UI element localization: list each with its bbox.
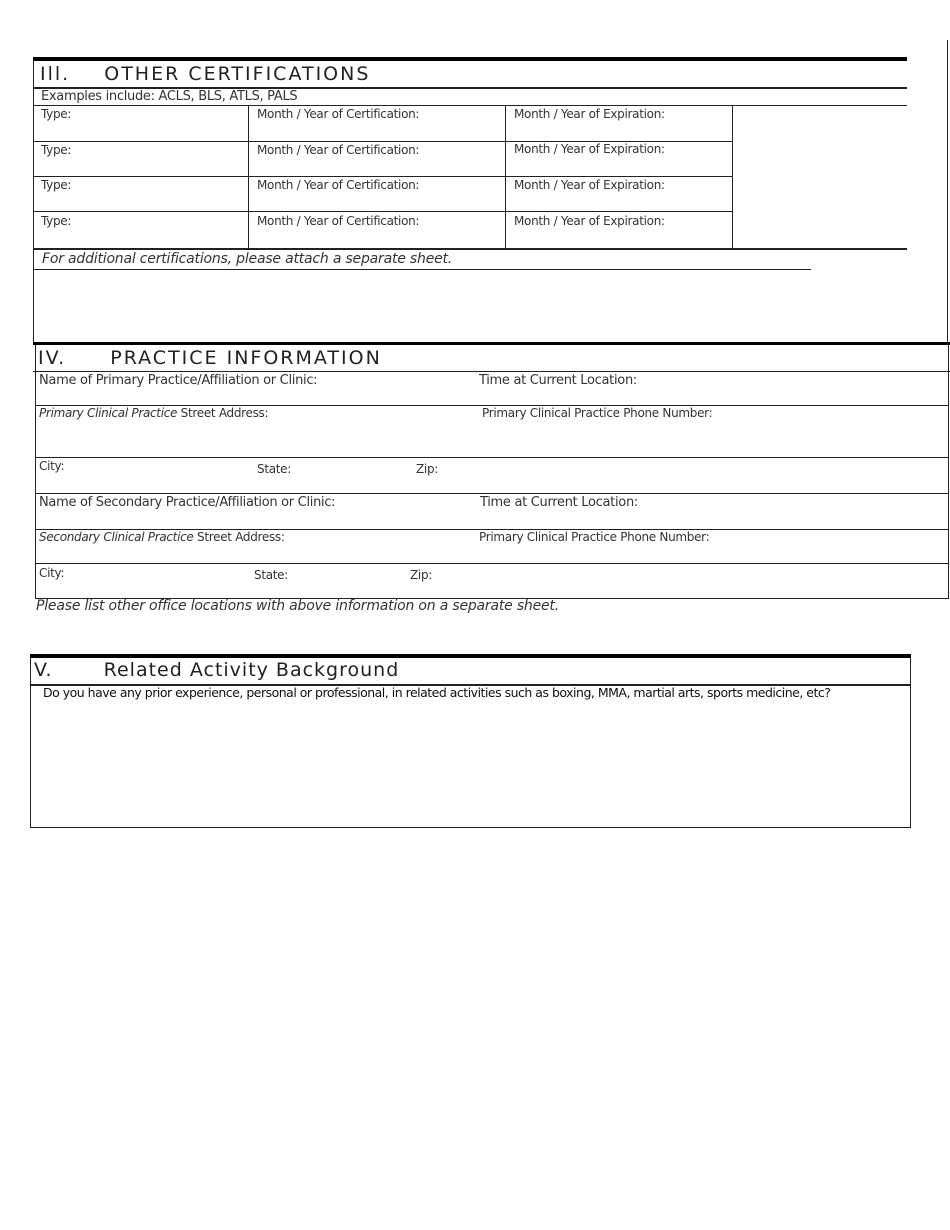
related-activity-question: Do you have any prior experience, personal or professional, in related activities such as boxing, MMA, martial arts, sports medicine, etc? xyxy=(43,685,831,700)
section3-top-rule xyxy=(33,57,907,61)
rule xyxy=(30,827,911,828)
primary-zip-field[interactable]: Zip: xyxy=(416,462,439,476)
section4-top-rule xyxy=(33,342,950,345)
primary-address-label: Street Address: xyxy=(180,406,269,420)
rule xyxy=(35,457,949,458)
primary-state-field[interactable]: State: xyxy=(257,462,292,476)
cert-type-field[interactable]: Type: xyxy=(41,214,72,228)
rule xyxy=(33,371,950,372)
row-rule xyxy=(33,248,907,250)
cert-date-field[interactable]: Month / Year of Certification: xyxy=(257,178,420,192)
primary-address-italic: Primary Clinical Practice xyxy=(39,406,178,420)
grid-col-divider xyxy=(505,105,506,249)
secondary-city-field[interactable]: City: xyxy=(39,566,65,580)
section4-title: PRACTICE INFORMATION xyxy=(110,347,382,369)
grid-left-border xyxy=(33,61,34,344)
secondary-phone-field[interactable]: Primary Clinical Practice Phone Number: xyxy=(479,530,710,544)
section4-heading xyxy=(38,347,382,369)
additional-cert-note: For additional certifications, please attach a separate sheet. xyxy=(42,251,453,267)
other-locations-note: Please list other office locations with above information on a separate sheet. xyxy=(36,598,559,614)
exp-date-field[interactable]: Month / Year of Expiration: xyxy=(514,142,665,156)
cert-type-field[interactable]: Type: xyxy=(41,178,72,192)
secondary-time-at-location-field[interactable]: Time at Current Location: xyxy=(480,495,638,510)
cert-date-field[interactable]: Month / Year of Certification: xyxy=(257,143,420,157)
section5-left-border xyxy=(30,658,31,828)
primary-street-address-field[interactable] xyxy=(39,406,268,420)
section5-right-border xyxy=(910,658,911,828)
exp-date-field[interactable]: Month / Year of Expiration: xyxy=(514,107,665,121)
primary-phone-field[interactable]: Primary Clinical Practice Phone Number: xyxy=(482,406,713,420)
section3-heading xyxy=(40,63,370,85)
section3-title: OTHER CERTIFICATIONS xyxy=(104,63,371,85)
section4-right-border xyxy=(948,345,949,598)
secondary-address-italic: Secondary Clinical Practice xyxy=(39,530,194,544)
section5-top-rule xyxy=(30,654,911,658)
secondary-zip-field[interactable]: Zip: xyxy=(410,568,433,582)
secondary-state-field[interactable]: State: xyxy=(254,568,289,582)
cert-date-field[interactable]: Month / Year of Certification: xyxy=(257,214,420,228)
secondary-practice-name-field[interactable]: Name of Secondary Practice/Affiliation or Clinic: xyxy=(39,495,336,510)
primary-city-field[interactable]: City: xyxy=(39,459,65,473)
cert-type-field[interactable]: Type: xyxy=(41,143,72,157)
rule xyxy=(33,269,811,270)
grid-col-divider xyxy=(732,105,733,249)
section3-number: Ill. xyxy=(40,63,71,85)
primary-time-at-location-field[interactable]: Time at Current Location: xyxy=(479,373,637,388)
rule xyxy=(33,105,907,106)
section5-number: V. xyxy=(34,659,53,681)
secondary-address-label: Street Address: xyxy=(197,530,285,544)
exp-date-field[interactable]: Month / Year of Expiration: xyxy=(514,214,665,228)
rule xyxy=(35,493,949,494)
row-rule xyxy=(33,176,733,177)
secondary-street-address-field[interactable] xyxy=(39,530,285,544)
cert-type-field[interactable]: Type: xyxy=(41,107,72,121)
cert-date-field[interactable]: Month / Year of Certification: xyxy=(257,107,420,121)
primary-practice-name-field[interactable]: Name of Primary Practice/Affiliation or Clinic: xyxy=(39,373,318,388)
section5-heading xyxy=(34,659,399,681)
section4-left-border xyxy=(35,345,36,598)
row-rule xyxy=(33,211,733,212)
related-activity-answer-area[interactable] xyxy=(32,704,909,826)
section3-examples: Examples include: ACLS, BLS, ATLS, PALS xyxy=(41,89,298,104)
rule xyxy=(35,563,949,564)
section5-title: Related Activity Background xyxy=(103,659,400,681)
right-border xyxy=(947,40,948,345)
section4-number: IV. xyxy=(38,347,67,369)
exp-date-field[interactable]: Month / Year of Expiration: xyxy=(514,178,665,192)
grid-col-divider xyxy=(248,105,249,249)
